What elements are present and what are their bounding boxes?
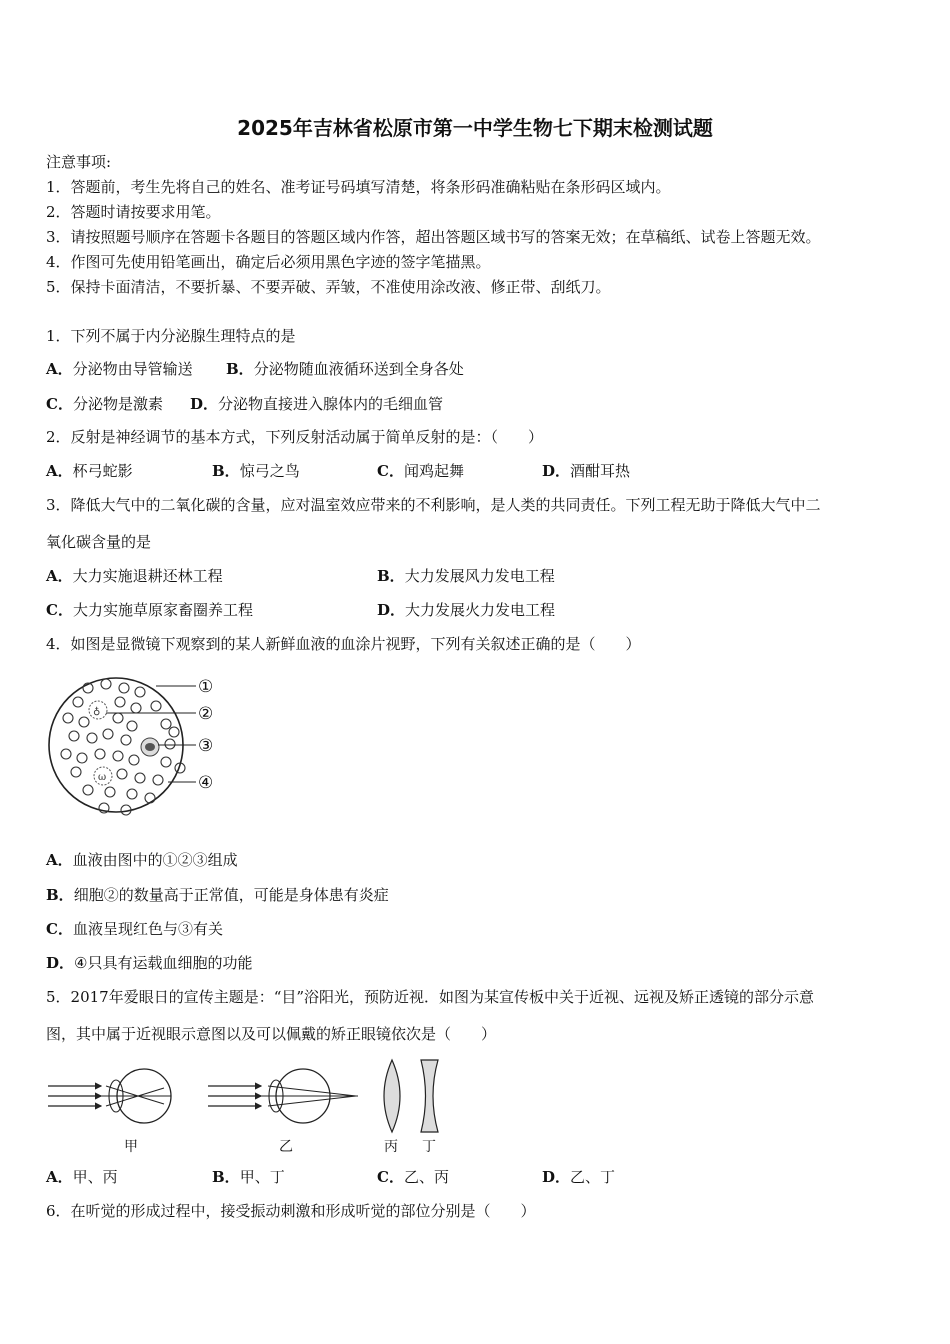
red-blood-cell xyxy=(165,739,175,749)
label-2: ② xyxy=(198,704,214,724)
q1-option-b: B．分泌物随血液循环送到全身各处 xyxy=(226,360,464,378)
red-blood-cell xyxy=(127,721,137,731)
red-blood-cell xyxy=(83,785,93,795)
q4-option-a: A．血液由图中的①②③组成 xyxy=(46,851,238,869)
red-blood-cell xyxy=(103,729,113,739)
red-blood-cell xyxy=(73,697,83,707)
red-blood-cell xyxy=(117,769,127,779)
red-blood-cell xyxy=(161,757,171,767)
eye-lens-figure xyxy=(46,1056,466,1156)
caption-yi: 乙 xyxy=(279,1139,293,1155)
q3-option-b: B．大力发展风力发电工程 xyxy=(377,567,555,585)
q1-option-c: C．分泌物是激素 xyxy=(46,395,163,413)
red-blood-cell xyxy=(71,767,81,777)
question-4-stem: 4．如图是显微镜下观察到的某人新鲜血液的血涂片视野，下列有关叙述正确的是（ ） xyxy=(46,635,641,653)
red-blood-cell xyxy=(153,775,163,785)
question-2-stem: 2．反射是神经调节的基本方式，下列反射活动属于简单反射的是：（ ） xyxy=(46,428,544,446)
concave-lens xyxy=(421,1060,438,1132)
red-blood-cell xyxy=(69,731,79,741)
red-blood-cell xyxy=(113,713,123,723)
label-1: ① xyxy=(198,677,214,697)
red-blood-cell xyxy=(127,789,137,799)
label-3: ③ xyxy=(198,736,214,756)
question-3-stem-cont: 氧化碳含量的是 xyxy=(46,533,152,551)
red-blood-cell xyxy=(77,753,87,763)
q4-option-d: D．④只具有运载血细胞的功能 xyxy=(46,954,253,972)
red-blood-cell xyxy=(121,735,131,745)
caption-ding: 丁 xyxy=(422,1139,436,1155)
q2-option-c: C．闻鸡起舞 xyxy=(377,462,464,480)
q4-option-c: C．血液呈现红色与③有关 xyxy=(46,920,223,938)
red-blood-cell xyxy=(169,727,179,737)
red-blood-cell xyxy=(135,687,145,697)
label-4: ④ xyxy=(198,773,214,793)
notice-item: 3．请按照题号顺序在答题卡各题目的答题区域内作答，超出答题区域书写的答案无效；在草稿纸、试卷上答题无效。 xyxy=(46,228,821,246)
q5-option-a: A．甲、丙 xyxy=(46,1168,118,1186)
red-blood-cell xyxy=(63,713,73,723)
blood-smear-figure xyxy=(48,668,228,828)
question-5-stem: 5．2017年爱眼日的宣传主题是：“目”浴阳光，预防近视．如图为某宣传板中关于近视、远视及矫正透镜的部分示意 xyxy=(46,988,815,1006)
caption-bing: 丙 xyxy=(384,1139,398,1155)
notice-item: 2．答题时请按要求用笔。 xyxy=(46,203,221,221)
white-blood-cell-4 xyxy=(94,767,112,785)
q5-option-b: B．甲、丁 xyxy=(212,1168,285,1186)
red-blood-cell xyxy=(129,755,139,765)
red-blood-cell xyxy=(101,679,111,689)
red-blood-cell xyxy=(161,719,171,729)
q1-option-d: D．分泌物直接进入腺体内的毛细血管 xyxy=(190,395,444,413)
white-blood-cell-2 xyxy=(89,701,107,719)
red-blood-cell xyxy=(87,733,97,743)
red-blood-cell xyxy=(61,749,71,759)
q3-option-a: A．大力实施退耕还林工程 xyxy=(46,567,223,585)
convex-lens xyxy=(384,1060,400,1132)
notice-item: 1．答题前，考生先将自己的姓名、准考证号码填写清楚，将条形码准确粘贴在条形码区域内。 xyxy=(46,178,671,196)
red-blood-cell xyxy=(145,793,155,803)
question-1-stem: 1．下列不属于内分泌腺生理特点的是 xyxy=(46,327,296,345)
q2-option-d: D．酒酣耳热 xyxy=(542,462,631,480)
eye-diagram-jia xyxy=(48,1069,171,1123)
notice-item: 4．作图可先使用铅笔画出，确定后必须用黑色字迹的签字笔描黑。 xyxy=(46,253,491,271)
q5-option-c: C．乙、丙 xyxy=(377,1168,449,1186)
question-3-stem: 3．降低大气中的二氧化碳的含量，应对温室效应带来的不利影响，是人类的共同责任。下列工程无助于降低大气中二 xyxy=(46,496,821,514)
red-blood-cell xyxy=(151,701,161,711)
notice-item: 5．保持卡面清洁，不要折暴、不要弄破、弄皱，不准使用涂改液、修正带、刮纸刀。 xyxy=(46,278,611,296)
svg-text:ω: ω xyxy=(98,772,107,783)
q1-option-a: A．分泌物由导管输送 xyxy=(46,360,193,378)
red-blood-cell xyxy=(79,717,89,727)
red-blood-cell xyxy=(105,787,115,797)
q3-option-d: D．大力发展火力发电工程 xyxy=(377,601,556,619)
caption-jia: 甲 xyxy=(124,1139,138,1155)
q3-option-c: C．大力实施草原家畜圈养工程 xyxy=(46,601,253,619)
q4-option-b: B．细胞②的数量高于正常值，可能是身体患有炎症 xyxy=(46,886,389,904)
q2-option-b: B．惊弓之鸟 xyxy=(212,462,300,480)
q2-option-a: A．杯弓蛇影 xyxy=(46,462,133,480)
eye-diagram-yi xyxy=(208,1069,358,1123)
red-blood-cell xyxy=(115,697,125,707)
red-blood-cell xyxy=(119,683,129,693)
white-blood-cell-3 xyxy=(141,738,159,756)
red-blood-cell xyxy=(95,749,105,759)
question-6-stem: 6．在听觉的形成过程中，接受振动刺激和形成听觉的部位分别是（ ） xyxy=(46,1202,536,1220)
page-title: 2025年吉林省松原市第一中学生物七下期末检测试题 xyxy=(237,116,713,140)
red-blood-cell xyxy=(131,703,141,713)
svg-text:♁: ♁ xyxy=(93,706,101,717)
red-blood-cell xyxy=(135,773,145,783)
question-5-stem-cont: 图，其中属于近视眼示意图以及可以佩戴的矫正眼镜依次是（ ） xyxy=(46,1025,497,1043)
red-blood-cells xyxy=(61,679,185,815)
red-blood-cell xyxy=(113,751,123,761)
notice-heading: 注意事项: xyxy=(46,153,112,171)
q5-option-d: D．乙、丁 xyxy=(542,1168,616,1186)
